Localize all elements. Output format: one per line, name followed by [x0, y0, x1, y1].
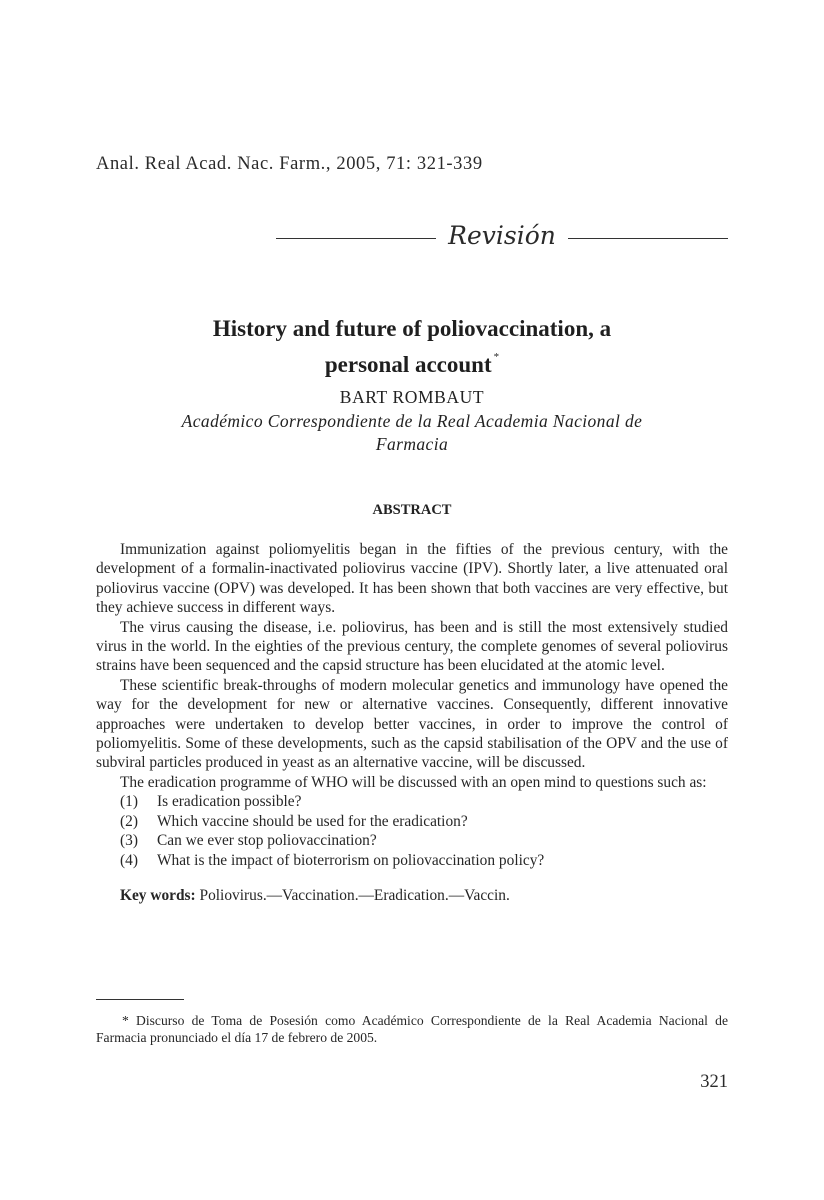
- abstract-paragraph: These scientific break-throughs of modern molecular genetics and immunology have opened the way for the development for new or alternative vaccines. Consequently, different innovative approaches were undertaken to develop better vaccines, in order to improve the control of poliomyelitis. Some of these developments, such as the capsid stabilisation of the OPV and the use of subviral particles produced in yeast as an alternative vaccine, will be discussed.: [96, 676, 728, 772]
- author-name: BART ROMBAUT: [339, 387, 485, 407]
- affiliation-line-2: Farmacia: [375, 434, 449, 454]
- question-list: [96, 792, 728, 870]
- abstract-paragraph: Immunization against poliomyelitis began in the fifties of the previous century, with the development of a formalin-inactivated poliovirus vaccine (IPV). Shortly later, a live attenuated oral poliovirus vaccine (OPV) was developed. It has been shown that both vaccines are very effective, but they achieve success in different ways.: [96, 541, 728, 617]
- question-text: What is the impact of bioterrorism on poliovaccination policy?: [157, 851, 545, 869]
- section-rule-right: [568, 238, 728, 239]
- footnote-marker: *: [493, 351, 500, 363]
- question-item: [96, 792, 728, 811]
- section-label: Revisión: [448, 221, 556, 250]
- abstract-heading: ABSTRACT: [372, 502, 452, 518]
- section-header: [276, 221, 728, 252]
- title-line-2: personal account: [324, 352, 492, 377]
- author-affiliation: [116, 410, 708, 456]
- question-item: [96, 851, 728, 870]
- keywords-line: [96, 886, 728, 905]
- footnote: * Discurso de Toma de Posesión como Académico Correspondiente de la Real Academia Nacional de Farmacia pronunciado el día 17 de febrero de 2005.: [96, 1013, 728, 1045]
- question-number: (2): [120, 812, 138, 830]
- question-number: (4): [120, 851, 138, 869]
- abstract-paragraph: The eradication programme of WHO will be discussed with an open mind to questions such as:: [120, 773, 707, 791]
- affiliation-line-1: Académico Correspondiente de la Real Academia Nacional de: [181, 411, 643, 431]
- question-number: (1): [120, 793, 138, 811]
- keywords-label: Key words:: [120, 886, 196, 904]
- question-text: Which vaccine should be used for the eradication?: [157, 812, 468, 830]
- footnote-divider: [96, 999, 184, 1000]
- question-item: [96, 812, 728, 831]
- section-rule-left: [276, 238, 436, 239]
- question-text: Is eradication possible?: [157, 793, 302, 811]
- journal-reference: Anal. Real Acad. Nac. Farm., 2005, 71: 321-339: [96, 154, 483, 174]
- page-number: 321: [700, 1072, 728, 1092]
- keywords-list: Poliovirus.—Vaccination.—Eradication.—Vaccin.: [199, 886, 510, 904]
- abstract-paragraph: The virus causing the disease, i.e. poliovirus, has been and is still the most extensively studied virus in the world. In the eighties of the previous century, the complete genomes of several poliovirus strains have been sequenced and the capsid structure has been elucidated at the atomic level.: [96, 618, 728, 675]
- title-line-1: History and future of poliovaccination, a: [212, 316, 612, 341]
- question-number: (3): [120, 832, 138, 850]
- question-text: Can we ever stop poliovaccination?: [157, 832, 377, 850]
- abstract-body: [96, 540, 728, 905]
- article-title: [96, 314, 728, 379]
- question-item: [96, 831, 728, 850]
